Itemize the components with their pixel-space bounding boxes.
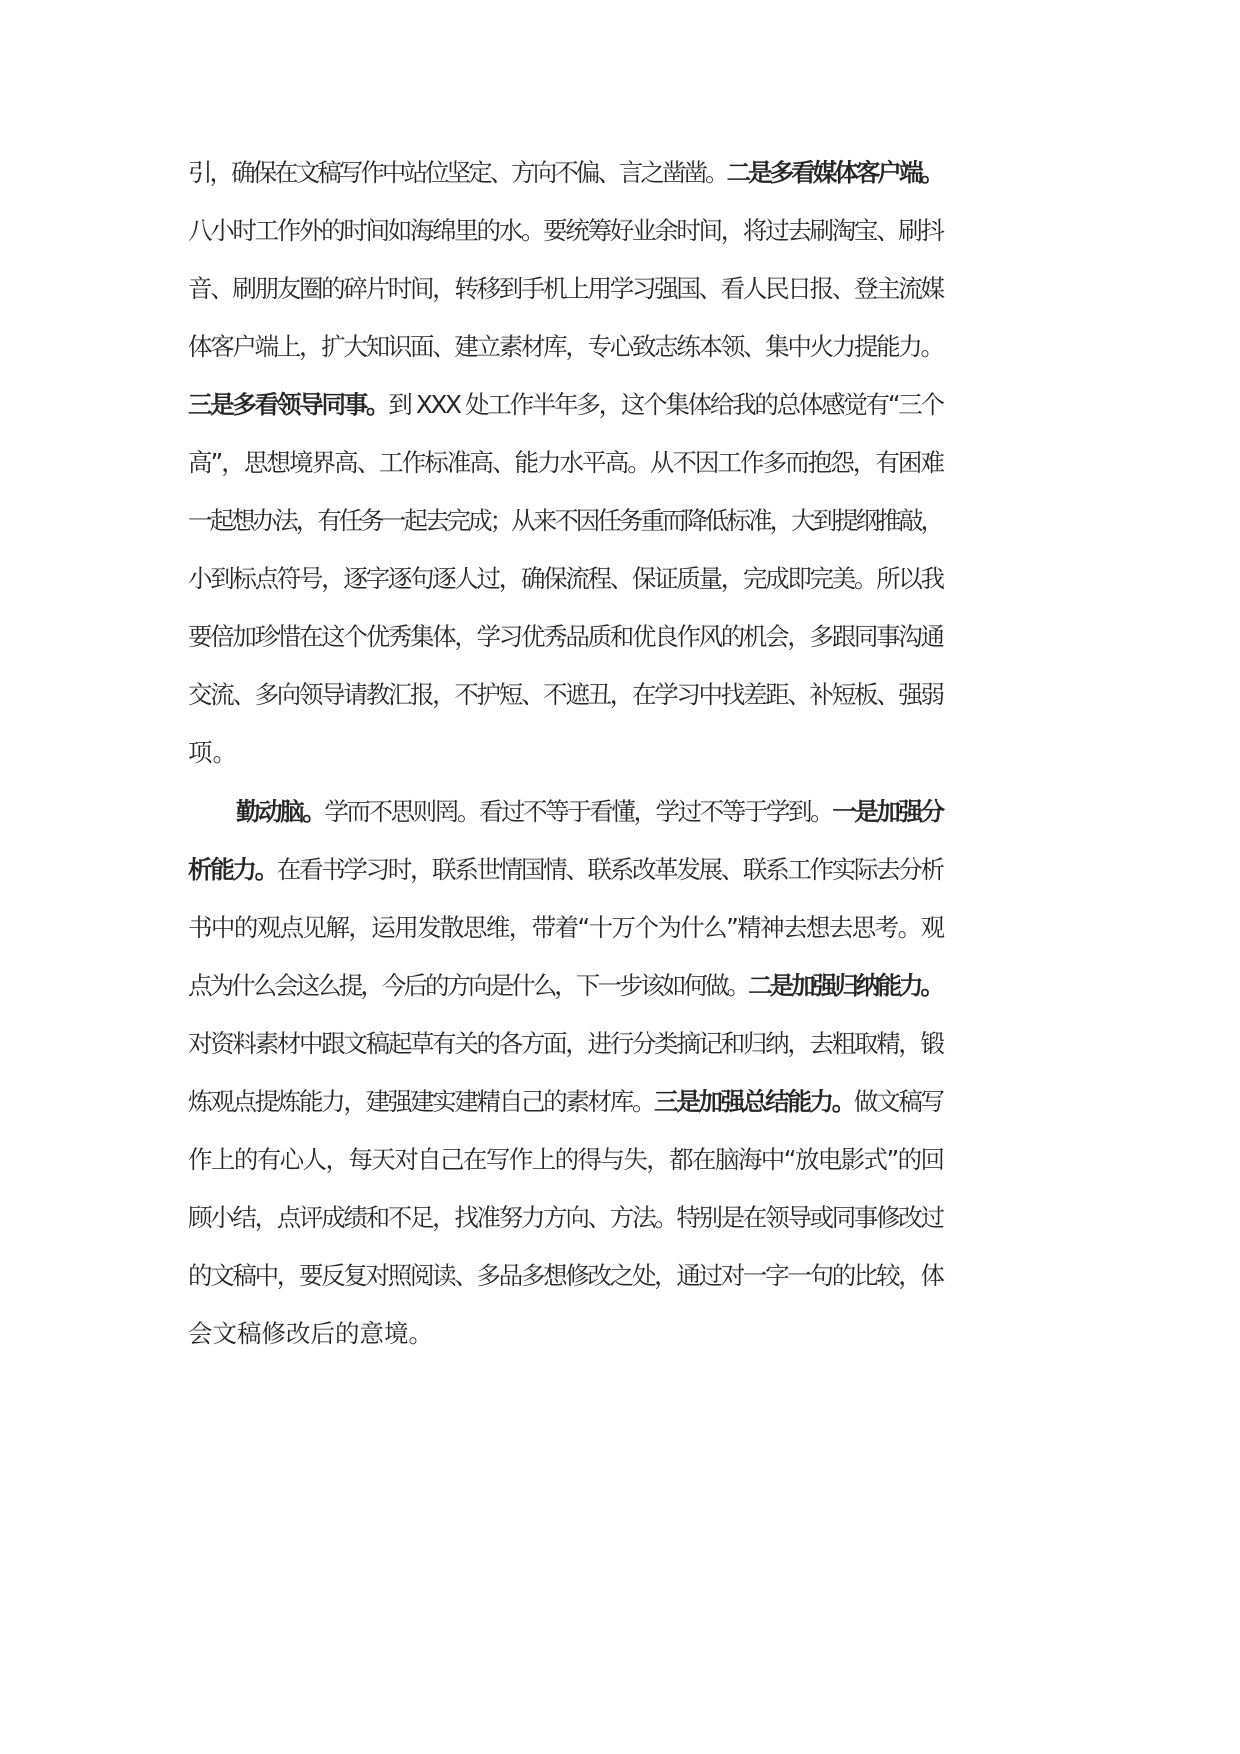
bold-run: 三是加强总结能力。 bbox=[654, 1087, 854, 1116]
bold-run: 三是多看领导同事。 bbox=[188, 390, 389, 419]
text-run: 交流、多向领导请教汇报，不护短、不遮丑，在学习中找差距、补短板、强弱 bbox=[188, 680, 943, 709]
bold-run: 二是多看媒体客户端。 bbox=[726, 158, 943, 187]
text-line bbox=[236, 795, 1136, 829]
text-line bbox=[188, 1085, 1088, 1119]
text-run: 作上的有心人，每天对自己在写作上的得与失，都在脑海中“放电影式”的回 bbox=[188, 1145, 944, 1174]
text-run: 八小时工作外的时间如海绵里的水。要统筹好业余时间，将过去刷淘宝、刷抖 bbox=[188, 216, 943, 245]
text-line bbox=[188, 272, 1088, 306]
text-line bbox=[188, 1143, 1088, 1177]
text-run: 体客户端上，扩大知识面、建立素材库，专心致志练本领、集中火力提能力。 bbox=[188, 332, 943, 361]
text-run: 书中的观点见解，运用发散思维，带着“十万个为什么”精神去想去思考。观 bbox=[188, 913, 944, 942]
text-run: 顾小结，点评成绩和不足，找准努力方向、方法。特别是在领导或同事修改过 bbox=[188, 1203, 943, 1232]
text-run: 要倍加珍惜在这个优秀集体，学习优秀品质和优良作风的机会，多跟同事沟通 bbox=[188, 622, 943, 651]
text-run: 引，确保在文稿写作中站位坚定、方向不偏、言之凿凿。 bbox=[188, 158, 727, 187]
text-line bbox=[188, 1201, 1088, 1235]
text-run: 炼观点提炼能力，建强建实建精自己的素材库。 bbox=[188, 1087, 655, 1116]
text-run: 对资料素材中跟文稿起草有关的各方面，进行分类摘记和归纳，去粗取精，锻 bbox=[188, 1029, 943, 1058]
text-run: 项。 bbox=[188, 738, 237, 767]
bold-run: 勤动脑。 bbox=[236, 797, 325, 826]
text-line bbox=[188, 330, 1088, 364]
text-line bbox=[188, 388, 1088, 422]
text-run: 做文稿写 bbox=[853, 1087, 943, 1116]
bold-run: 二是加强归纳能力。 bbox=[748, 971, 943, 1000]
text-line bbox=[188, 853, 1088, 887]
text-line bbox=[188, 911, 1088, 945]
text-line bbox=[188, 736, 1088, 770]
text-run: 到 XXX 处工作半年多，这个集体给我的总体感觉有“三个 bbox=[388, 390, 943, 419]
text-line bbox=[188, 214, 1088, 248]
text-line bbox=[188, 446, 1088, 480]
text-line bbox=[188, 969, 1088, 1003]
text-run: 在看书学习时，联系世情国情、联系改革发展、联系工作实际去分析 bbox=[276, 855, 943, 884]
text-run: 点为什么会这么提，今后的方向是什么，下一步该如何做。 bbox=[188, 971, 749, 1000]
text-line bbox=[188, 620, 1088, 654]
text-run: 的文稿中，要反复对照阅读、多品多想修改之处，通过对一字一句的比较，体 bbox=[188, 1261, 943, 1290]
text-line bbox=[188, 1259, 1088, 1293]
text-run: 会文稿修改后的意境。 bbox=[188, 1319, 433, 1348]
text-run: 高”，思想境界高、工作标准高、能力水平高。从不因工作多而抱怨，有困难 bbox=[188, 448, 944, 477]
text-line bbox=[188, 678, 1088, 712]
text-line bbox=[188, 1027, 1088, 1061]
text-run: 学而不思则罔。看过不等于看懂，学过不等于学到。 bbox=[324, 797, 833, 826]
text-line bbox=[188, 562, 1088, 596]
bold-run: 析能力。 bbox=[188, 855, 277, 884]
text-line bbox=[188, 1317, 1088, 1351]
text-line bbox=[188, 504, 1088, 538]
text-line bbox=[188, 156, 1088, 190]
bold-run: 一是加强分 bbox=[832, 797, 943, 826]
text-run: 小到标点符号，逐字逐句逐人过，确保流程、保证质量，完成即完美。所以我 bbox=[188, 564, 943, 593]
text-run: 音、刷朋友圈的碎片时间，转移到手机上用学习强国、看人民日报、登主流媒 bbox=[188, 274, 943, 303]
text-run: 一起想办法，有任务一起去完成；从来不因任务重而降低标准，大到提纲推敲， bbox=[188, 506, 943, 535]
